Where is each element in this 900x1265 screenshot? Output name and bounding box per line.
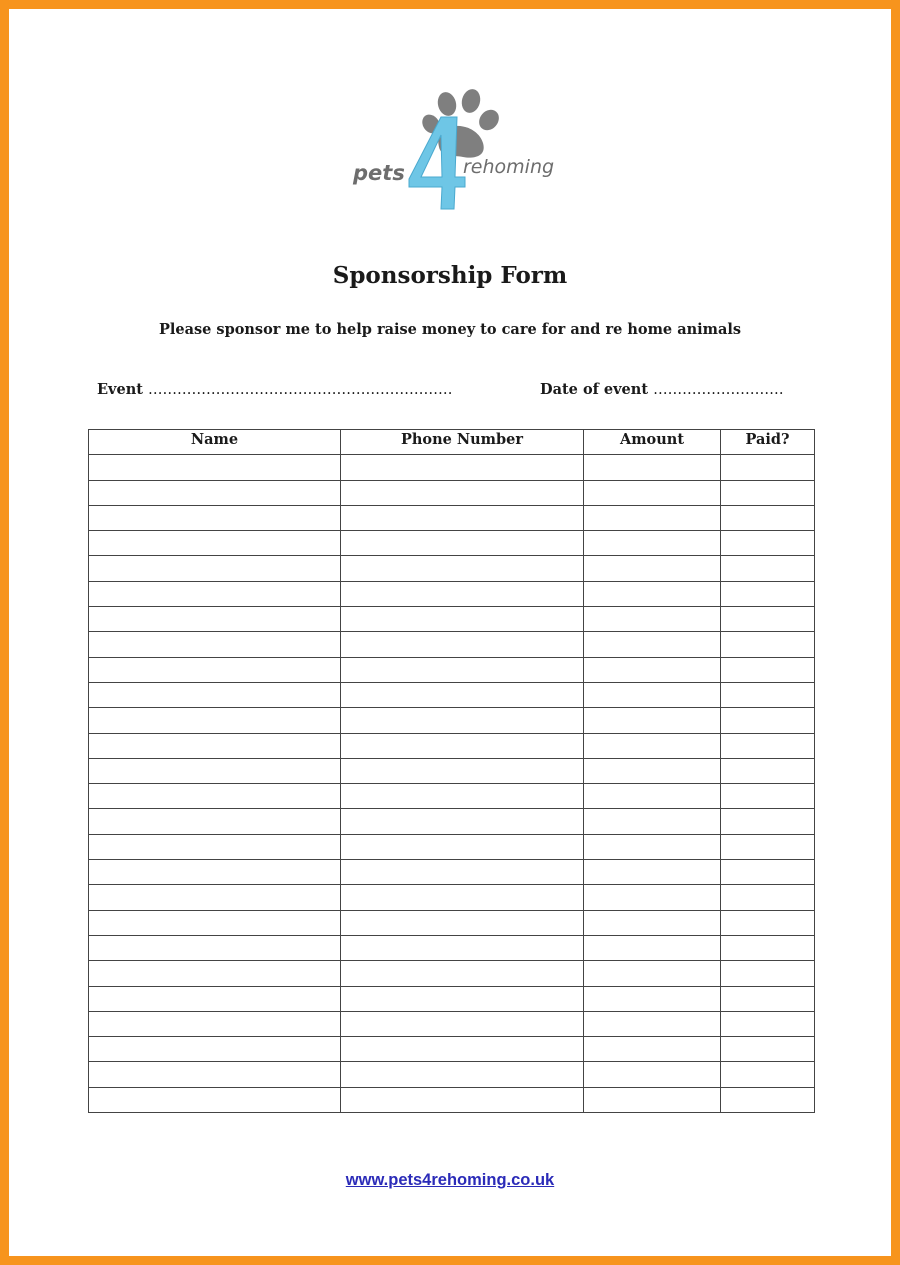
pets4rehoming-logo xyxy=(347,87,577,217)
name-cell[interactable] xyxy=(89,1062,341,1087)
paid-cell[interactable] xyxy=(721,455,815,480)
name-cell[interactable] xyxy=(89,986,341,1011)
amount-cell[interactable] xyxy=(584,885,721,910)
paid-cell[interactable] xyxy=(721,632,815,657)
form-title: Sponsorship Form xyxy=(332,262,568,289)
name-cell[interactable] xyxy=(89,935,341,960)
name-cell[interactable] xyxy=(89,455,341,480)
phone-number-cell[interactable] xyxy=(341,455,584,480)
paid-cell[interactable] xyxy=(721,860,815,885)
phone-number-cell[interactable] xyxy=(341,632,584,657)
name-cell[interactable] xyxy=(89,809,341,834)
phone-number-cell[interactable] xyxy=(341,834,584,859)
amount-cell[interactable] xyxy=(584,632,721,657)
amount-cell[interactable] xyxy=(584,505,721,530)
event-dotted-line[interactable]: ……………………………………………………… xyxy=(148,382,453,398)
sponsor-table-body xyxy=(89,455,815,1113)
website-link[interactable]: www.pets4rehoming.co.uk xyxy=(345,1171,555,1189)
table-row xyxy=(89,910,815,935)
phone-number-cell[interactable] xyxy=(341,860,584,885)
name-cell[interactable] xyxy=(89,581,341,606)
date-of-event-label: Date of event xyxy=(540,381,649,398)
event-field[interactable] xyxy=(97,381,453,398)
paid-cell[interactable] xyxy=(721,733,815,758)
table-row xyxy=(89,632,815,657)
phone-number-cell[interactable] xyxy=(341,961,584,986)
table-row xyxy=(89,1062,815,1087)
amount-cell[interactable] xyxy=(584,961,721,986)
paid-cell[interactable] xyxy=(721,581,815,606)
column-header-name: Name xyxy=(89,430,341,455)
paw-print-icon xyxy=(347,87,577,217)
phone-number-cell[interactable] xyxy=(341,480,584,505)
phone-number-cell[interactable] xyxy=(341,581,584,606)
table-row xyxy=(89,581,815,606)
paid-cell[interactable] xyxy=(721,1037,815,1062)
phone-number-cell[interactable] xyxy=(341,682,584,707)
amount-cell[interactable] xyxy=(584,682,721,707)
phone-number-cell[interactable] xyxy=(341,505,584,530)
table-row xyxy=(89,986,815,1011)
phone-number-cell[interactable] xyxy=(341,784,584,809)
phone-number-cell[interactable] xyxy=(341,1037,584,1062)
name-cell[interactable] xyxy=(89,531,341,556)
table-row xyxy=(89,1037,815,1062)
name-cell[interactable] xyxy=(89,708,341,733)
phone-number-cell[interactable] xyxy=(341,910,584,935)
paid-cell[interactable] xyxy=(721,1011,815,1036)
paid-cell[interactable] xyxy=(721,961,815,986)
table-row xyxy=(89,531,815,556)
name-cell[interactable] xyxy=(89,1087,341,1112)
name-cell[interactable] xyxy=(89,784,341,809)
date-dotted-line[interactable]: ……………………… xyxy=(653,382,784,398)
phone-number-cell[interactable] xyxy=(341,986,584,1011)
paid-cell[interactable] xyxy=(721,784,815,809)
table-row xyxy=(89,657,815,682)
table-row xyxy=(89,1087,815,1112)
paid-cell[interactable] xyxy=(721,607,815,632)
paid-cell[interactable] xyxy=(721,809,815,834)
event-label: Event xyxy=(97,381,143,398)
table-row xyxy=(89,682,815,707)
name-cell[interactable] xyxy=(89,556,341,581)
table-row xyxy=(89,758,815,783)
amount-cell[interactable] xyxy=(584,986,721,1011)
amount-cell[interactable] xyxy=(584,784,721,809)
name-cell[interactable] xyxy=(89,480,341,505)
form-subtitle: Please sponsor me to help raise money to care for and re home animals xyxy=(158,321,742,338)
phone-number-cell[interactable] xyxy=(341,556,584,581)
amount-cell[interactable] xyxy=(584,581,721,606)
phone-number-cell[interactable] xyxy=(341,885,584,910)
paid-cell[interactable] xyxy=(721,1087,815,1112)
table-row xyxy=(89,961,815,986)
amount-cell[interactable] xyxy=(584,556,721,581)
name-cell[interactable] xyxy=(89,733,341,758)
phone-number-cell[interactable] xyxy=(341,733,584,758)
amount-cell[interactable] xyxy=(584,1087,721,1112)
table-row xyxy=(89,607,815,632)
column-header-amount: Amount xyxy=(584,430,721,455)
table-row xyxy=(89,860,815,885)
name-cell[interactable] xyxy=(89,834,341,859)
name-cell[interactable] xyxy=(89,860,341,885)
paid-cell[interactable] xyxy=(721,682,815,707)
logo-text-right: rehoming xyxy=(463,156,555,178)
paid-cell[interactable] xyxy=(721,885,815,910)
amount-cell[interactable] xyxy=(584,935,721,960)
phone-number-cell[interactable] xyxy=(341,1062,584,1087)
table-row xyxy=(89,784,815,809)
amount-cell[interactable] xyxy=(584,531,721,556)
amount-cell[interactable] xyxy=(584,758,721,783)
table-row xyxy=(89,834,815,859)
name-cell[interactable] xyxy=(89,910,341,935)
phone-number-cell[interactable] xyxy=(341,607,584,632)
amount-cell[interactable] xyxy=(584,1037,721,1062)
name-cell[interactable] xyxy=(89,1011,341,1036)
amount-cell[interactable] xyxy=(584,860,721,885)
paid-cell[interactable] xyxy=(721,910,815,935)
table-row xyxy=(89,1011,815,1036)
table-row xyxy=(89,455,815,480)
phone-number-cell[interactable] xyxy=(341,1087,584,1112)
table-row xyxy=(89,505,815,530)
table-row xyxy=(89,708,815,733)
name-cell[interactable] xyxy=(89,682,341,707)
table-row xyxy=(89,480,815,505)
amount-cell[interactable] xyxy=(584,1062,721,1087)
logo-text-left: pets xyxy=(353,161,405,185)
paid-cell[interactable] xyxy=(721,556,815,581)
phone-number-cell[interactable] xyxy=(341,531,584,556)
date-of-event-field[interactable] xyxy=(540,381,784,398)
column-header-paid: Paid? xyxy=(721,430,815,455)
paid-cell[interactable] xyxy=(721,505,815,530)
phone-number-cell[interactable] xyxy=(341,758,584,783)
paid-cell[interactable] xyxy=(721,986,815,1011)
column-header-phone-number: Phone Number xyxy=(341,430,584,455)
name-cell[interactable] xyxy=(89,758,341,783)
table-row xyxy=(89,556,815,581)
paid-cell[interactable] xyxy=(721,531,815,556)
phone-number-cell[interactable] xyxy=(341,935,584,960)
amount-cell[interactable] xyxy=(584,1011,721,1036)
name-cell[interactable] xyxy=(89,505,341,530)
name-cell[interactable] xyxy=(89,961,341,986)
phone-number-cell[interactable] xyxy=(341,809,584,834)
amount-cell[interactable] xyxy=(584,910,721,935)
amount-cell[interactable] xyxy=(584,607,721,632)
table-header-row xyxy=(89,430,815,455)
name-cell[interactable] xyxy=(89,885,341,910)
paid-cell[interactable] xyxy=(721,708,815,733)
phone-number-cell[interactable] xyxy=(341,1011,584,1036)
amount-cell[interactable] xyxy=(584,657,721,682)
name-cell[interactable] xyxy=(89,607,341,632)
table-row xyxy=(89,935,815,960)
paid-cell[interactable] xyxy=(721,834,815,859)
phone-number-cell[interactable] xyxy=(341,708,584,733)
amount-cell[interactable] xyxy=(584,834,721,859)
paid-cell[interactable] xyxy=(721,480,815,505)
paid-cell[interactable] xyxy=(721,1062,815,1087)
table-row xyxy=(89,809,815,834)
name-cell[interactable] xyxy=(89,1037,341,1062)
name-cell[interactable] xyxy=(89,657,341,682)
sponsor-table xyxy=(88,429,815,1113)
table-row xyxy=(89,733,815,758)
name-cell[interactable] xyxy=(89,632,341,657)
paid-cell[interactable] xyxy=(721,758,815,783)
amount-cell[interactable] xyxy=(584,480,721,505)
phone-number-cell[interactable] xyxy=(341,657,584,682)
paid-cell[interactable] xyxy=(721,935,815,960)
paid-cell[interactable] xyxy=(721,657,815,682)
table-row xyxy=(89,885,815,910)
amount-cell[interactable] xyxy=(584,733,721,758)
amount-cell[interactable] xyxy=(584,455,721,480)
amount-cell[interactable] xyxy=(584,809,721,834)
amount-cell[interactable] xyxy=(584,708,721,733)
